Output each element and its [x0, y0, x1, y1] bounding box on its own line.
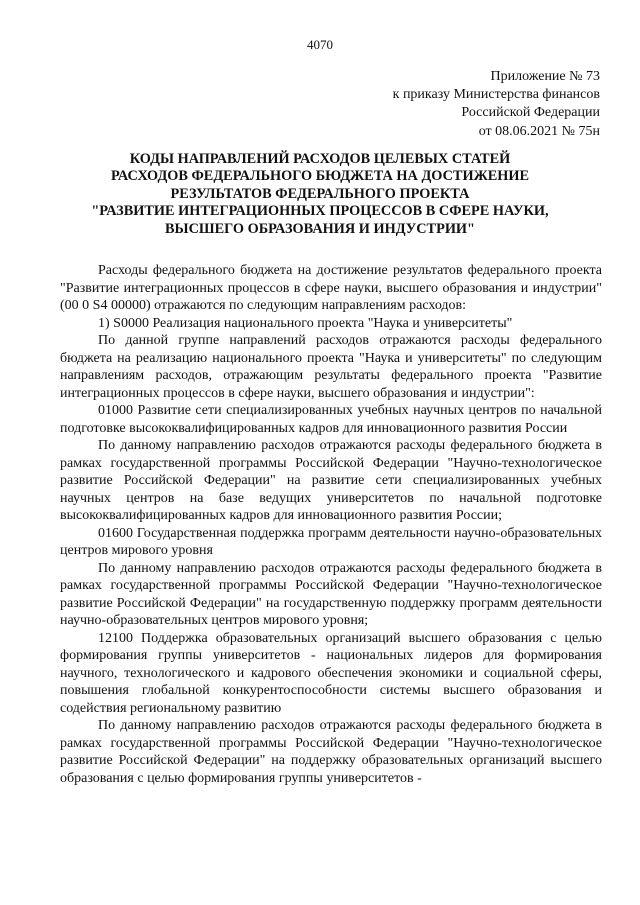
title-line: РЕЗУЛЬТАТОВ ФЕДЕРАЛЬНОГО ПРОЕКТА: [170, 185, 470, 202]
page-number: 4070: [307, 37, 333, 52]
document-title: [60, 151, 580, 238]
intro-paragraph: Расходы федерального бюджета на достижение результатов федерального проекта "Развитие интеграционных процессов в сфере науки, высшего образования и индустрии" (00 0 S4 00000) отражаются по следующим направлениям расходов:: [60, 263, 602, 313]
title-line: ВЫСШЕГО ОБРАЗОВАНИЯ И ИНДУСТРИИ": [165, 220, 475, 237]
document-body: [60, 262, 602, 787]
title-line: КОДЫ НАПРАВЛЕНИЙ РАСХОДОВ ЦЕЛЕВЫХ СТАТЕЙ: [129, 151, 511, 167]
appendix-block: [393, 68, 600, 141]
code-heading: 12100 Поддержка образовательных организаций высшего образования с целью формирования группы университетов - национальных лидеров для формирования научного, технологического и кадрового обеспечения экономики и социальной сферы, повышения глобальной конкурентоспособности системы высшего образования и содействия региональному развитию: [60, 630, 602, 716]
code-heading: 01600 Государственная поддержка программ деятельности научно-образовательных центров мирового уровня: [60, 525, 602, 558]
group-description: По данной группе направлений расходов отражаются расходы федерального бюджета на реализацию национального проекта "Наука и университеты" по следующим направлениям расходов, отражающим результаты федерального проекта "Развитие интеграционных процессов в сфере науки, высшего образования и индустрии":: [60, 333, 602, 401]
appendix-line: от 08.06.2021 № 75н: [478, 123, 600, 139]
code-description: По данному направлению расходов отражаются расходы федерального бюджета в рамках государственной программы Российской Федерации "Научно-технологическое развитие Российской Федерации" на государственную поддержку программ деятельности научно-образовательных центров мирового уровня;: [60, 560, 602, 628]
group-heading: 1) S0000 Реализация национального проекта "Наука и университеты": [98, 315, 513, 331]
appendix-line: к приказу Министерства финансов: [392, 87, 600, 103]
appendix-line: Приложение № 73: [490, 69, 600, 84]
title-line: РАСХОДОВ ФЕДЕРАЛЬНОГО БЮДЖЕТА НА ДОСТИЖЕНИЕ: [110, 168, 530, 185]
code-heading: 01000 Развитие сети специализированных учебных научных центров по начальной подготовке высококвалифицированных кадров для инновационного развития России: [60, 403, 602, 436]
code-description: По данному направлению расходов отражаются расходы федерального бюджета в рамках государственной программы Российской Федерации "Научно-технологическое развитие Российской Федерации" на развитие сети специализированных учебных научных центров на базе ведущих университетов по начальной подготовке высококвалифицированных кадров для инновационного развития России;: [60, 438, 602, 523]
title-line: "РАЗВИТИЕ ИНТЕГРАЦИОННЫХ ПРОЦЕССОВ В СФЕРЕ НАУКИ,: [91, 203, 549, 220]
code-description: По данному направлению расходов отражаются расходы федерального бюджета в рамках государственной программы Российской Федерации "Научно-технологическое развитие Российской Федерации" на поддержку образовательных организаций высшего образования с целью формирования группы университетов -: [60, 718, 602, 786]
appendix-line: Российской Федерации: [461, 105, 600, 121]
